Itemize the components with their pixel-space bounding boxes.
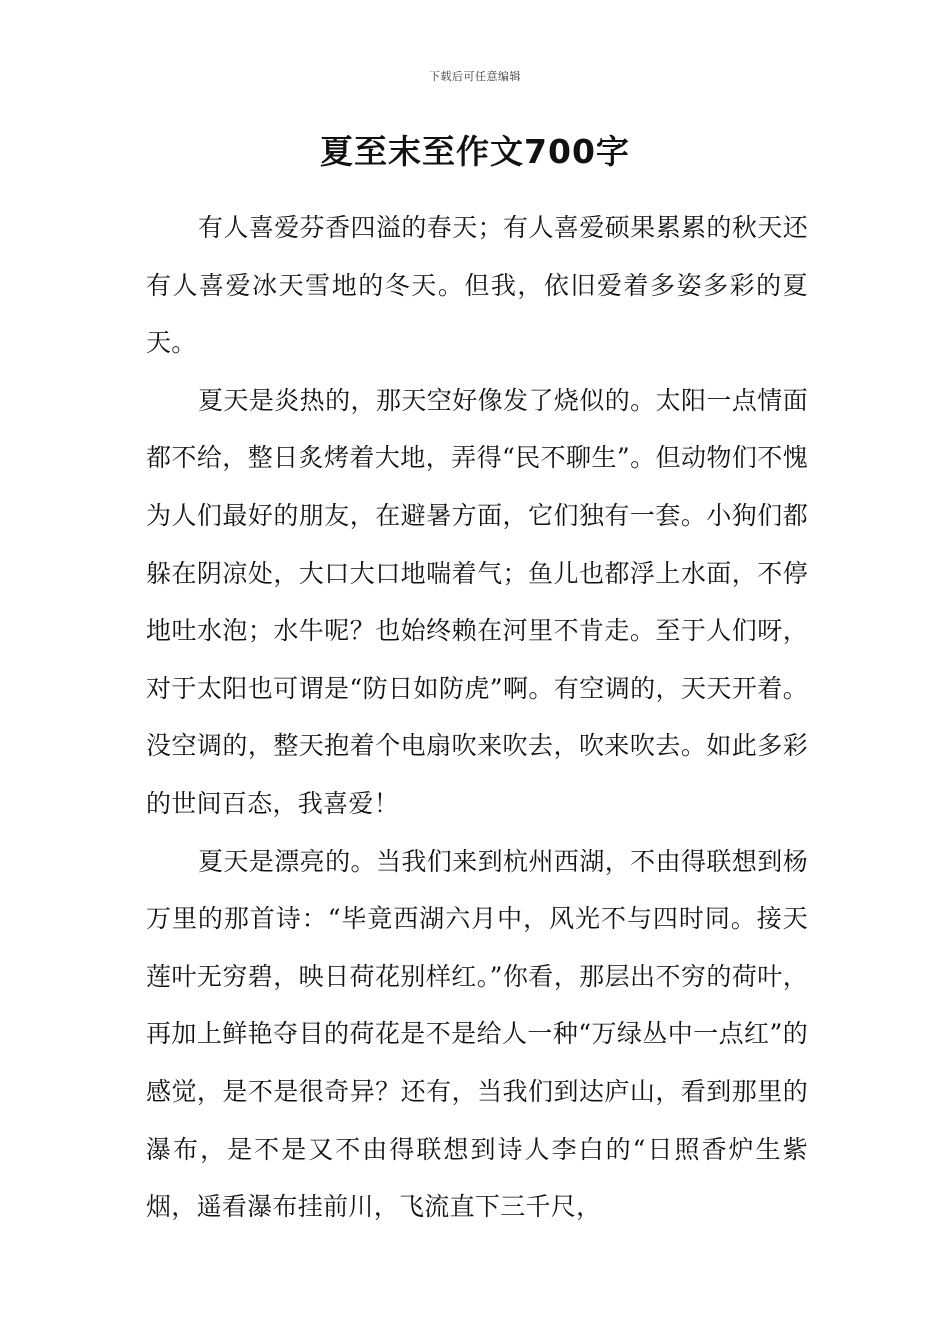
paragraph-1: 有人喜爱芬香四溢的春天；有人喜爱硕果累累的秋天还有人喜爱冰天雪地的冬天。但我，依旧爱着多姿多彩的夏天。	[146, 213, 808, 358]
essay-body	[146, 199, 808, 1236]
page-title: 夏至末至作文700字	[320, 132, 630, 171]
paragraph-3: 夏天是漂亮的。当我们来到杭州西湖，不由得联想到杨万里的那首诗：“毕竟西湖六月中，风光不与四时同。接天莲叶无穷碧，映日荷花别样红。”你看，那层出不穷的荷叶，再加上鲜艳夺目的荷花是不是给人一种“万绿丛中一点红”的感觉，是不是很奇异？还有，当我们到达庐山，看到那里的瀑布，是不是又不由得联想到诗人李白的“日照香炉生紫烟，遥看瀑布挂前川，飞流直下三千尺，	[146, 846, 808, 1222]
header-note: 下载后可任意编辑	[429, 70, 521, 83]
paragraph-2: 夏天是炎热的，那天空好像发了烧似的。太阳一点情面都不给，整日炙烤着大地，弄得“民不聊生”。但动物们不愧为人们最好的朋友，在避暑方面，它们独有一套。小狗们都躲在阴凉处，大口大口地喘着气；鱼儿也都浮上水面，不停地吐水泡；水牛呢？也始终赖在河里不肯走。至于人们呀，对于太阳也可谓是“防日如防虎”啊。有空调的，天天开着。没空调的，整天抱着个电扇吹来吹去，吹来吹去。如此多彩的世间百态，我喜爱！	[146, 385, 808, 818]
